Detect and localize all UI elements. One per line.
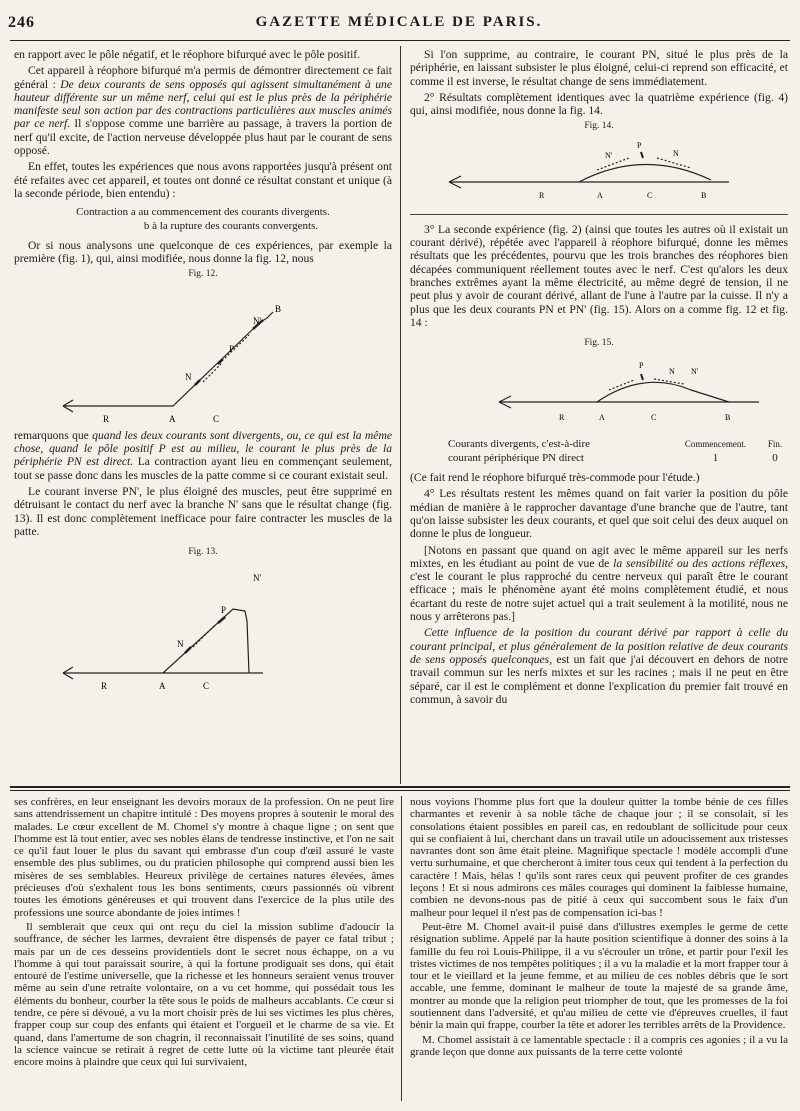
paragraph: 3° La seconde expérience (fig. 2) (ainsi que toutes les autres où il existait un courant dérivé), répétée avec l'appareil à réophore bifurqué, donne les mêmes résultats que les précédentes, pourvu que les trois branches des réophores bien décapées communiquent réellement toutes avec le nerf. C'est qu'alors les deux branches extrêmes ayant la même électricité, au même degré de tension, il ne peut plus y avoir de courant dérivé, allant de l'une à l'autre par la cuisse. Il n'y a plus que les deux courants PN et PN' (fig. 15). Alors on a comme fig. 12 et fig. 14 : — [410, 222, 788, 329]
table-header: Commencement. — [684, 439, 747, 450]
paragraph: Il semblerait que ceux qui ont reçu du ciel la mission sublime d'adoucir la souffrance, de sécher les larmes, devraient être dispensés de payer ce fatal tribut ; mais par un de ces desseins providentiels dont le secret nous échappe, on a vu l'homme à qui tout paraissait sourire, à qui la fortune prodiguait ses dons, qui était entouré de l'estime universelle, que la richesse et les honneurs seraient venus trouver même au sein d'une retraite volontaire, on a vu cet homme, qui possédait tous les éléments du bonheur, courber la tête sous le poids de malheurs accablants. Ce cœur si tendre, ce père si dévoué, a vu la mort choisir près de lui ses victimes les plus chères, frapper coup sur coup des enfants qui étaient et l'orgueil et le charme de sa vie. Et quand, dans l'amertume de son chagrin, il reconnaissait l'inutilité de ses soins, quand la science vaincue se retirait à regret de cette lutte où la victime tant pleurée était encore moins à plaindre que ceux qui lui survivaient, — [14, 920, 394, 1069]
table-row-label: Courants divergents, c'est-à-dire — [448, 438, 590, 451]
svg-text:N': N' — [253, 573, 262, 584]
contraction-summary: Contraction a au commencement des courants divergents. b à la rupture des courants convergents. — [76, 206, 330, 232]
paragraph: Le courant inverse PN', le plus éloigné des muscles, peut être supprimé en détruisant le contact du nerf avec la branche N' sans que le résultat change (fig. 13). Il est donc complètement inefficace pour faire contracter les muscles de la patte. — [14, 484, 392, 538]
page-number: 246 — [8, 14, 35, 31]
figure-caption: Fig. 14. — [584, 121, 614, 132]
figure-15 — [429, 352, 769, 434]
paragraph: nous voyions l'homme plus fort que la douleur quitter la tombe bénie de ces filles charmantes et revenir à sa noble tâche de chaque jour ; il se consolait, si les consolations étaient possibles en pareil cas, en redoublant de sollicitude pour ceux qui se confiaient à lui, cherchant dans un travail utile un adoucissement aux tristesses navrantes dont son âme était pleine. Magnifique spectacle ! modèle accompli d'une vertu surhumaine, et que chercheront à imiter tous ceux qui tendent à la perfection du caractère ! Mais, hélas ! qu'ils sont rares ceux qui peuvent profiter de ces grandes leçons ! Et si nous admirons ces mâles courages qui dominent la faiblesse humaine, combien ne devons-nous pas de pitié à ceux qui succombent sous le faix d'un malheur pour lequel il n'est pas de compensation ici-bas ! — [410, 796, 788, 919]
svg-text:R: R — [559, 413, 565, 423]
table-cell: 1 — [712, 451, 719, 464]
paragraph: ses confrères, en leur enseignant les devoirs moraux de la profession. On ne peut lire sans attendrissement un chapitre intitulé : Des moyens propres à soutenir le moral des malades. Le cœur excellent de M. Chomel s'y montre à chaque ligne ; on sent que l'homme est là tout entier, avec ses nobles élans de tendresse instinctive, et l'on ne sait ce qu'il faut louer le plus du savant qui embrasse d'un coup d'œil assuré le vaste ensemble des plus sublimes, ou du praticien philosophe qui comprend aussi bien les misères de ses semblables. Heureux privilège de certaines natures élevées, âmes précieuses d'où s'exhalent tous les bons sentiments, cœurs passionnés où vibrent toutes les émotions généreuses et qui trouvent dans l'exercice de la plus utile des professions une source abondante de joies intimes ! — [14, 796, 394, 919]
figure-caption: Fig. 12. — [188, 269, 218, 280]
paragraph: (Ce fait rend le réophore bifurqué très-commode pour l'étude.) — [410, 471, 700, 485]
paragraph: Si l'on supprime, au contraire, le courant PN, situé le plus près de la périphérie, en laissant subsister le plus éloigné, celui-ci reprend son efficacité, et comme il est inverse, le résultat change de sens immédiatement. — [410, 48, 788, 88]
paragraph: Peut-être M. Chomel avait-il puisé dans d'illustres exemples le germe de cette résignation sublime. Appelé par la haute position scientifique à donner des soins à la famille du feu roi Louis-Philippe, il a vu s'écrouler un trône, et partir pour l'exil les tristes victimes de nos tempêtes politiques ; il a vu la maladie et la mort frapper tour à tour et le vieillard et la jeune femme, et au milieu de ces nobles débris que le sort accable, une femme, dominant le malheur de toute la majesté de sa grande âme, montrer au monde que la religion peut triompher de tout, que les promesses de la foi soutiennent dans l'adversité, et qu'au milieu de cette vie d'épreuves cruelles, il faut bénir la main qui frappe, courber la tête et adorer les terribles arrêts de la Providence. — [410, 920, 788, 1032]
page-header — [8, 14, 790, 36]
journal-title: GAZETTE MÉDICALE DE PARIS. — [255, 14, 543, 30]
svg-text:N': N' — [253, 315, 262, 326]
paragraph: M. Chomel assistait à ce lamentable spectacle : il a compris ces agonies ; il a vu la grande leçon que donne aux puissants de la terre cette volonté — [410, 1033, 788, 1058]
svg-text:N: N — [185, 371, 192, 382]
svg-text:P: P — [221, 605, 227, 616]
svg-text:B: B — [701, 190, 707, 200]
paragraph: En effet, toutes les expériences que nous avons rapportées jusqu'à présent ont été refaites avec cet appareil, et toutes ont donné ce résultat constant et unique (à la seconde période, bien entendu) : — [14, 160, 392, 200]
paragraph: Or si nous analysons une quelconque de ces expériences, par exemple la première (fig. 1), qui, ainsi modifiée, nous donne la fig. 12, nous — [14, 238, 392, 266]
svg-text:P: P — [229, 343, 235, 354]
svg-text:B: B — [275, 303, 282, 314]
paragraph: 4° Les résultats restent les mêmes quand on fait varier la position du pôle médian de manière à le rapprocher davantage d'une branche que de l'autre, tant qu'on laisse subsister les deux courants, et quel que soit celui des deux auquel on donne le plus de longueur. — [410, 487, 788, 541]
figure-12 — [53, 284, 353, 429]
svg-text:A: A — [159, 681, 166, 692]
svg-text:C: C — [203, 681, 210, 692]
svg-text:N: N — [177, 639, 184, 650]
svg-text:B: B — [725, 413, 731, 423]
paragraph: Cette influence de la position du courant dérivé par rapport à celle du courant principal, et plus généralement de la position relative de deux courants de sens opposés quelconques, est un fait que j'ai découvert en dehors de notre travail commun sur les nerfs mixtes et sur les racines ; mais il ne peut en être séparé, car il est le complément et donne l'explication du premier fait trouvé en commun, à savoir du — [410, 626, 788, 706]
figure-caption: Fig. 15. — [584, 338, 614, 349]
right-column — [410, 48, 788, 709]
feuilleton-left — [14, 796, 394, 1071]
feuilleton-rule — [10, 786, 790, 788]
header-rule — [10, 40, 790, 41]
figure-caption: Fig. 13. — [188, 547, 218, 558]
figure-rule — [410, 214, 788, 215]
svg-text:C: C — [213, 413, 220, 424]
feuilleton-right — [410, 796, 788, 1060]
svg-text:N: N — [669, 367, 675, 377]
paragraph: 2° Résultats complètement identiques avec la quatrième expérience (fig. 4) qui, ainsi modifiée, nous donne la fig. 14. — [410, 90, 788, 118]
left-column — [14, 48, 392, 696]
svg-text:A: A — [597, 190, 603, 200]
svg-text:N: N — [673, 148, 679, 158]
table-cell: 0 — [772, 451, 778, 464]
svg-text:P: P — [639, 361, 644, 371]
svg-text:C: C — [647, 190, 653, 200]
column-separator — [401, 796, 402, 1101]
column-separator — [400, 46, 401, 784]
table-header: Fin. — [767, 439, 783, 450]
svg-text:R: R — [101, 681, 108, 692]
svg-text:P: P — [637, 140, 642, 150]
svg-text:N': N' — [691, 367, 699, 377]
svg-text:R: R — [539, 190, 545, 200]
paragraph: Cet appareil à réophore bifurqué m'a permis de démontrer directement ce fait général : De deux courants de sens opposés qui agissent simultanément à une hauteur différente sur un même nerf, celui qui est le plus près de la périphérie manifeste seul son action par des contractions particulières aux muscles animés par ce nerf. Il s'oppose comme une barrière au passage, à travers la portion de nerf qu'il excite, de l'action nerveuse développée plus haut par le courant de sens opposé. — [14, 64, 392, 158]
feuilleton-rule — [10, 790, 790, 791]
table-row-label: courant périphérique PN direct — [448, 451, 584, 464]
svg-text:R: R — [103, 413, 110, 424]
svg-text:C: C — [651, 413, 657, 423]
paragraph: remarquons que quand les deux courants sont divergents, ou, ce qui est la même chose, quand le pôle positif P est au milieu, le courant le plus près de la périphérie PN est direct. La contraction ayant lieu en commençant seulement, tout se passe donc dans les muscles de la patte comme si ce courant existait seul. — [14, 428, 392, 482]
svg-text:N': N' — [605, 150, 613, 160]
paragraph: [Notons en passant que quand on agit avec le même appareil sur les nerfs mixtes, en les étudiant au point de vue de la sensibilité ou des actions réflexes, c'est le courant le plus rapproché du centre nerveux qui paraît être le courant efficace ; mais le phénomène ayant été moins complètement étudié, et nous écartant du reste de notre sujet actuel qui a trait seulement à la motilité, nous ne nous y arrêterons pas.] — [410, 543, 788, 624]
paragraph: en rapport avec le pôle négatif, et le réophore bifurqué avec le pôle positif. — [14, 48, 361, 61]
results-table — [410, 438, 788, 465]
svg-text:A: A — [169, 413, 176, 424]
figure-13 — [53, 561, 353, 696]
svg-text:A: A — [599, 413, 605, 423]
figure-14 — [429, 136, 769, 208]
